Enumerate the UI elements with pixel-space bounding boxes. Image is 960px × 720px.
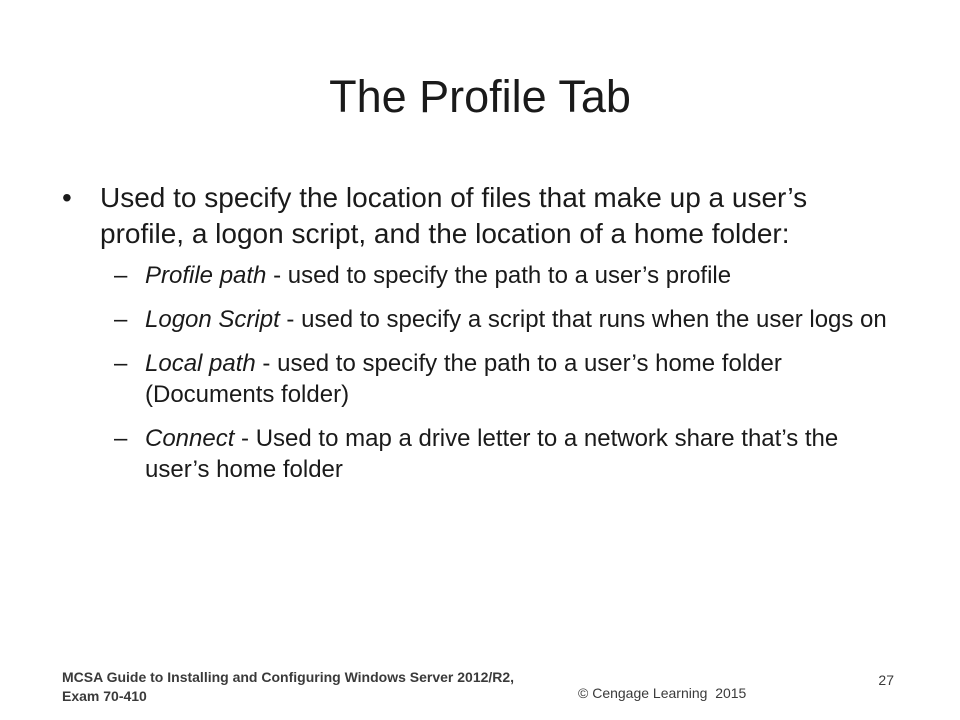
description-logon-script: - used to specify a script that runs when the user logs on — [279, 306, 887, 333]
slide-page-number: 27 — [878, 672, 894, 688]
sub-bullet-connect — [62, 423, 892, 485]
description-profile-path: - used to specify the path to a user’s profile — [266, 262, 732, 289]
slide-title: The Profile Tab — [329, 71, 631, 122]
sub-bullet-logon-script — [62, 304, 892, 335]
term-profile-path: Profile path — [145, 262, 267, 289]
description-connect: - Used to map a drive letter to a network share that’s the user’s home folder — [145, 425, 839, 483]
term-connect: Connect — [145, 425, 235, 452]
sub-bullet-profile-path — [62, 260, 892, 291]
footer-book-title: MCSA Guide to Installing and Configuring Windows Server 2012/R2, Exam 70-410 — [62, 669, 515, 704]
main-bullet — [62, 180, 892, 252]
bullet-marker: • — [62, 182, 72, 213]
footer-copyright: © Cengage Learning 2015 — [578, 685, 747, 701]
term-local-path: Local path — [145, 350, 256, 377]
dash-marker: – — [114, 262, 128, 289]
sub-bullet-list — [62, 260, 892, 485]
dash-marker: – — [114, 425, 128, 452]
dash-marker: – — [114, 350, 128, 377]
sub-bullet-local-path — [62, 348, 892, 410]
main-bullet-text: Used to specify the location of files that make up a user’s profile, a logon script, and the location of a home folder: — [100, 182, 808, 249]
description-local-path: - used to specify the path to a user’s home folder (Documents folder) — [145, 350, 782, 408]
dash-marker: – — [114, 306, 128, 333]
slide-content — [62, 180, 892, 498]
term-logon-script: Logon Script — [145, 306, 280, 333]
